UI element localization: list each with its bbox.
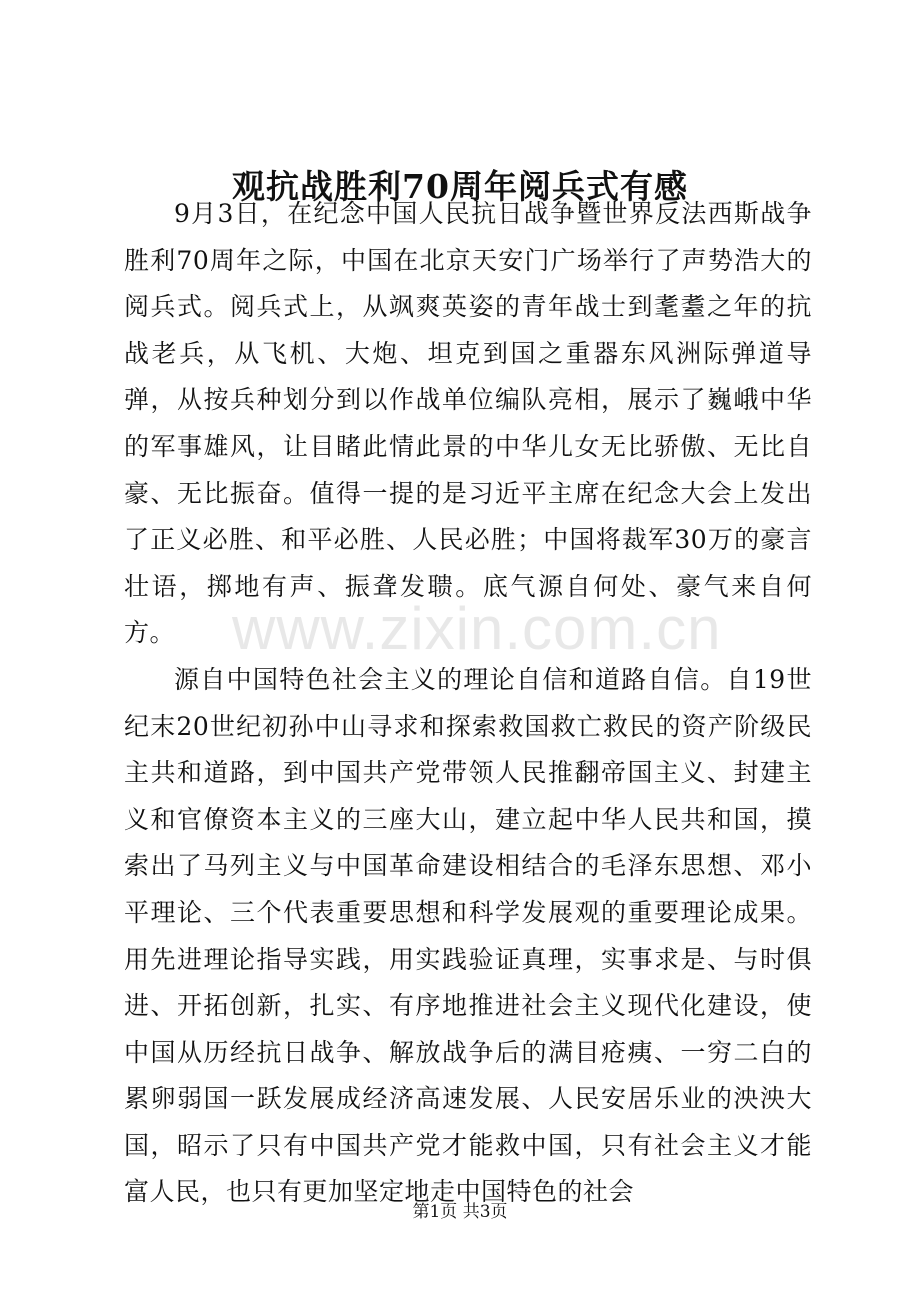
page-footer: 第1页 共3页 bbox=[412, 1202, 508, 1222]
paragraph-1: 9月3日，在纪念中国人民抗日战争暨世界反法西斯战争胜利70周年之际，中国在北京天安门广场举行了声势浩大的阅兵式。阅兵式上，从飒爽英姿的青年战士到耄耋之年的抗战老兵，从飞机、大炮、坦克到国之重器东风洲际弹道导弹，从按兵种划分到以作战单位编队亮相，展示了巍峨中华的军事雄风，让目睹此情此景的中华儿女无比骄傲、无比自豪、无比振奋。值得一提的是习近平主席在纪念大会上发出了正义必胜、和平必胜、人民必胜；中国将裁军30万的豪言壮语，掷地有声、振聋发聩。底气源自何处、豪气来自何方。 bbox=[124, 199, 812, 648]
watermark: www.zixin.com.cn bbox=[232, 595, 722, 662]
document-body bbox=[124, 191, 812, 1216]
document-title: 观抗战胜利70周年阅兵式有感 bbox=[232, 167, 688, 206]
paragraph-2: 源自中国特色社会主义的理论自信和道路自信。自19世纪末20世纪初孙中山寻求和探索救国救亡救民的资产阶级民主共和道路，到中国共产党带领人民推翻帝国主义、封建主义和官僚资本主义的三座大山，建立起中华人民共和国，摸索出了马列主义与中国革命建设相结合的毛泽东思想、邓小平理论、三个代表重要思想和科学发展观的重要理论成果。用先进理论指导实践，用实践验证真理，实事求是、与时俱进、开拓创新，扎实、有序地推进社会主义现代化建设，使中国从历经抗日战争、解放战争后的满目疮痍、一穷二白的累卵弱国一跃发展成经济高速发展、人民安居乐业的泱泱大国，昭示了只有中国共产党才能救中国，只有社会主义才能富人民，也只有更加坚定地走中国特色的社会 bbox=[124, 664, 812, 1207]
